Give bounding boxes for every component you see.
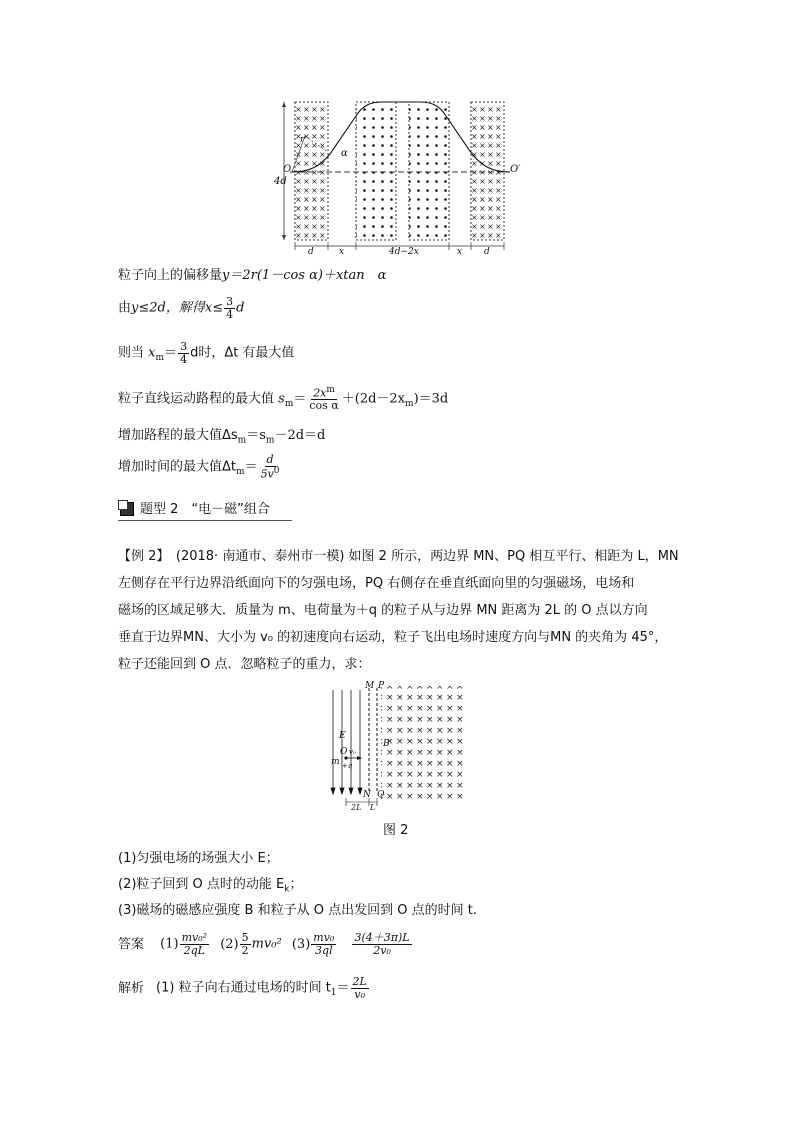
fraction: $\frac{2x^m}{\text{cos α}}$ [309, 385, 339, 413]
label-middle: 4d−2x [389, 247, 419, 256]
label-x-left: x [339, 247, 345, 256]
answer-line: 答案 (1) $\frac{\text{mv₀²}}{2qL}$ (2) $\frac{5}{2}$ mv₀² (3) $\frac{\text{mv₀}}{3ql}$ $\frac{3(4+3\pi)L}{\text{2v₀}}$ [118, 931, 410, 957]
label-L: L [370, 803, 376, 810]
label-r: r [300, 135, 305, 145]
label-4d: 4d [274, 176, 287, 187]
fraction: $\frac{\text{mv₀²}}{2qL}$ [181, 931, 208, 957]
fraction: $\frac{5}{2}$ [241, 931, 249, 957]
line-xm: 则当 $x_m=$ $\frac{3}{4}$ d时，Δt 有最大值 [118, 340, 295, 366]
label-2L: 2L [351, 803, 362, 810]
label-B: B [383, 739, 390, 749]
label-m: m [331, 757, 340, 767]
fraction: $\frac{\text{mv₀}}{3ql}$ [313, 931, 335, 957]
question-3: (3)磁场的磁感应强度 B 和粒子从 O 点出发回到 O 点的时间 t. [118, 903, 477, 918]
label-O: O [340, 747, 348, 757]
label-q: +q [342, 762, 353, 770]
label-Q: Q [377, 790, 385, 800]
fraction: $\frac{d}{5v^0}$ [260, 453, 280, 481]
label-d-right: d [484, 247, 490, 256]
line-max-path: 粒子直线运动路程的最大值 $s_m=$ $\frac{2x^m}{\text{cos α}}$ $+(2d-2x_m)=3d$ [118, 385, 449, 413]
magnetic-field-region [381, 686, 465, 804]
figure-2-caption: 图 2 [383, 823, 409, 838]
line-max-delta-s: 增加路程的最大值$\Delta s_m=s_m-2d=d$ [118, 428, 326, 446]
line-solve-x: 由y≤2d，解得x≤ $\frac{3}{4}$ d [118, 295, 245, 321]
figure-1-bands-diagram [270, 96, 530, 256]
fraction: $\frac{3(4+3\pi)L}{\text{2v₀}}$ [354, 931, 410, 957]
label-d-left: d [308, 247, 314, 256]
question-1: (1)匀强电场的场强大小 E； [118, 851, 279, 866]
heading-square-icon [120, 502, 134, 516]
label-P: P [378, 681, 385, 691]
fraction: $\frac{2L}{\text{v₀}}$ [352, 975, 367, 1001]
figure-2-field-diagram [325, 680, 475, 810]
fraction: $\frac{3}{4}$ [180, 340, 188, 366]
label-x-right: x [457, 247, 463, 256]
label-alpha: α [341, 148, 348, 159]
electric-field-lines [331, 690, 362, 794]
label-N: N [363, 790, 371, 800]
fraction: $\frac{3}{4}$ [226, 295, 234, 321]
example-problem: 【例 2】 (2018· 南通市、泰州市一模) 如图 2 所示，两边界 MN、PQ 相互平行、相距为 L，MN 左侧存在平行边界沿纸面向下的匀强电场，PQ 右侧存在垂直纸面向里的匀强磁场，电场和 磁场的区域足够大．质量为 m、电荷量为＋q 的粒子从与边界 MN 距离为 2L 的 O 点以方向 垂直于边界MN、大小为 v₀ 的初速度向右运动，粒子飞出电场时速度方向与MN 的夹角为 45°， 粒子还能回到 O 点．忽略粒子的重力，求： [118, 549, 679, 672]
field-band-out-page-2 [409, 102, 449, 240]
label-O-prime: O′ [510, 164, 521, 175]
analysis-line: 解析 (1) 粒子向右通过电场的时间 $t_1=$ $\frac{2L}{\text{v₀}}$ [118, 975, 367, 1001]
line-offset: 粒子向上的偏移量y＝2r(1－cos α)＋xtan α [118, 268, 387, 283]
line-max-delta-t: 增加时间的最大值$\Delta t_m=$ $\frac{d}{5v^0}$ [118, 453, 280, 481]
label-M: M [365, 681, 375, 691]
section-heading: 题型 2 “电－磁”组合 [118, 494, 292, 521]
label-E: E [339, 731, 346, 741]
label-O: O [283, 164, 292, 175]
label-v0: v₀ [349, 748, 356, 756]
question-2: (2)粒子回到 O 点时的动能 $E_k$； [118, 877, 303, 895]
field-band-out-page-1 [356, 102, 396, 240]
